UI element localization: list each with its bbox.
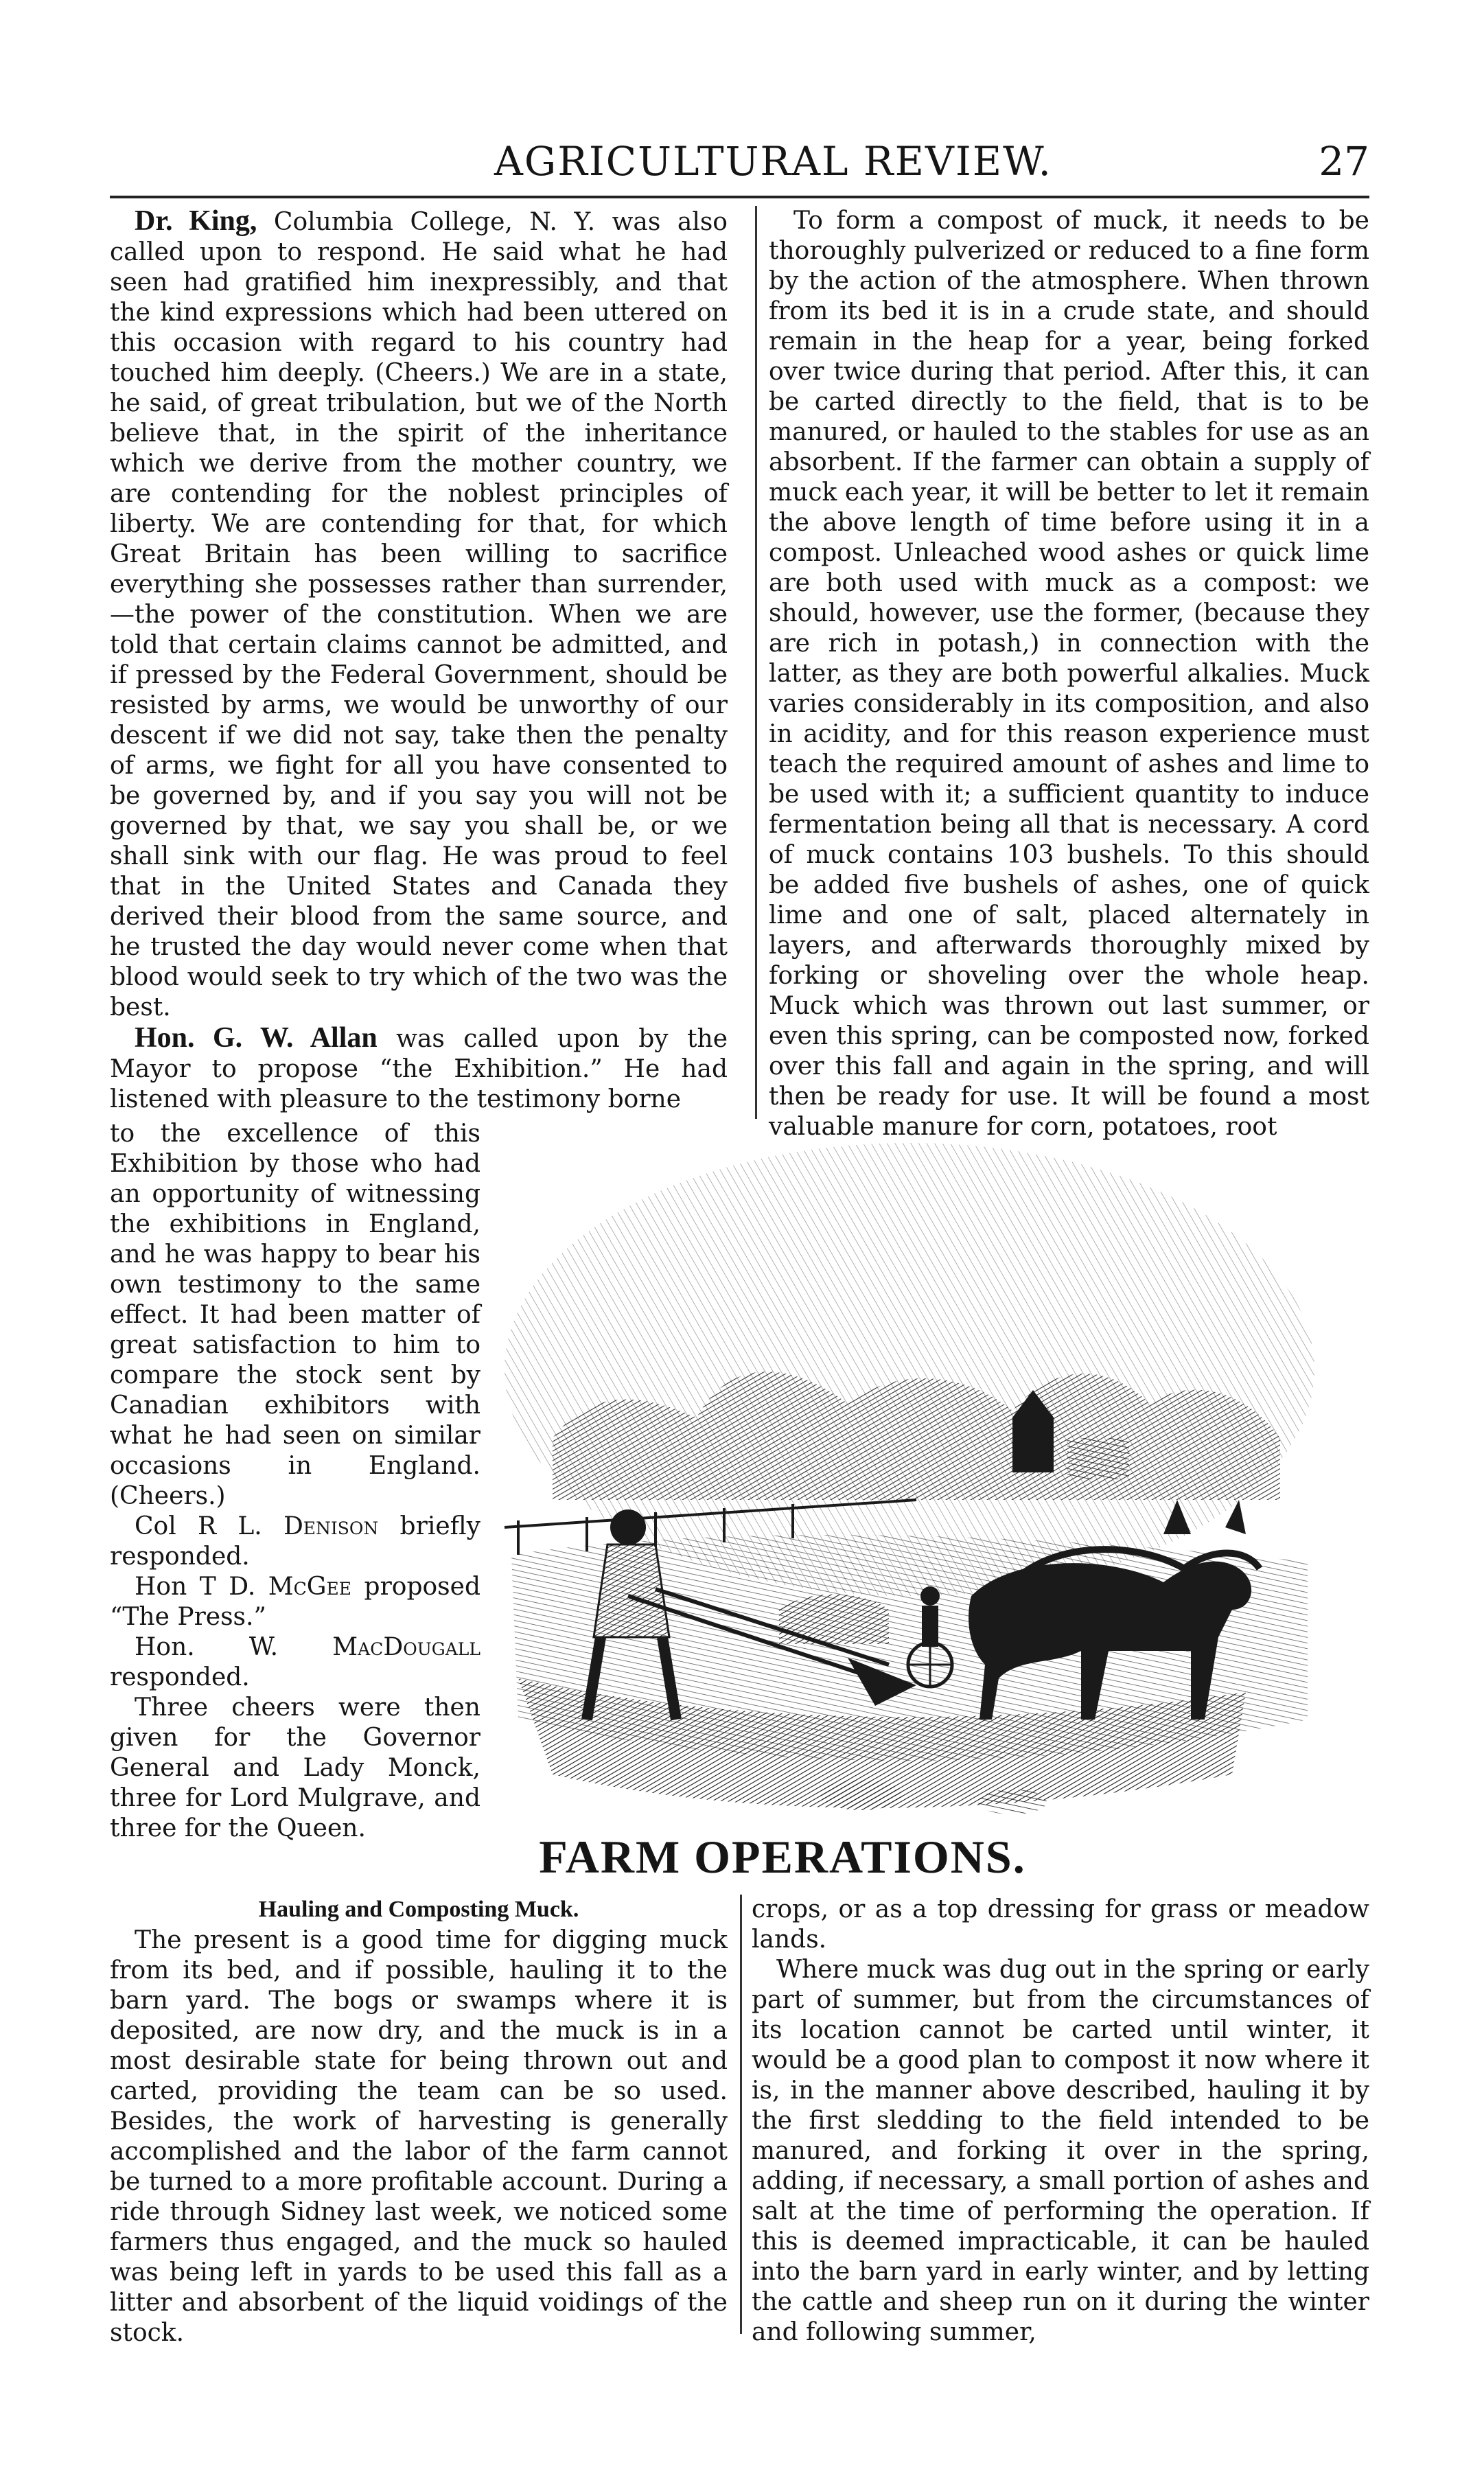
publication-title: AGRICULTURAL REVIEW. <box>494 138 1052 185</box>
paragraph-cheers: Three cheers were then given for the Governor General and Lady Monck, three for Lord Mulgrave, and three for the Queen. <box>110 1693 480 1842</box>
paragraph-hauling: The present is a good time for digging muck from its bed, and if possible, hauling it to the barn yard. The bogs or swamps where it is deposited, are now dry, and the muck is in a most desirable state for being thrown out and carted, providing the team can be so used. Besides, the work of harvesting is generally accomplished and the labor of the farm cannot be turned to a more profitable account. During a ride through Sidney last week, we noticed some farmers thus engaged, and the muck so hauled was being left in yards to be used this fall as a litter and absorbent of the liquid voidings of the stock. <box>110 1926 728 2347</box>
person-name: McGee <box>268 1573 352 1601</box>
farm-engraving-illustration <box>491 1115 1328 1836</box>
paragraph-allan <box>110 1023 728 1115</box>
bottom-left-column <box>110 1925 728 2348</box>
section-heading: FARM OPERATIONS. <box>539 1831 1026 1883</box>
left-column-upper <box>110 206 728 1115</box>
stone <box>978 1790 1047 1814</box>
paragraph-mcgee: Hon T D. McGee proposed “The Press.” <box>110 1573 480 1631</box>
stone <box>820 1780 903 1810</box>
paragraph-text: Columbia College, N. Y. was also called upon to respond. He said what he had seen had gratified him inexpressibly, and that the kind expressions which had been uttered on this occasion with regard to his country had touched him deeply. (Cheers.) We are in a state, he said, of great tribulation, but we of the North believe that, in the spirit of the inheritance which we derive from the mother country, we are contending for the noblest principles of liberty. We are contending for that, for which Great Britain has been willing to sacrifice everything she possesses rather than surrender,—the power of the constitution. When we are told that certain claims cannot be admitted, and if pressed by the Federal Government, should be resisted by arms, we would be unworthy of our descent if we did not say, take then the penalty of arms, we fight for all you have consented to be governed by, and if you say you will not be governed by that, we say you shall be, or we shall sink with our flag. He was proud to feel that in the United States and Canada they derived their blood from the same source, and he trusted the day would never come when that blood would seek to try which of the two was the best. <box>110 208 728 1021</box>
right-column-upper <box>769 206 1369 1142</box>
header-rule <box>110 196 1369 198</box>
farmhouse <box>1067 1438 1129 1479</box>
person-name: MacDougall <box>332 1633 480 1661</box>
person-name: Denison <box>283 1512 379 1540</box>
column-divider-upper <box>755 206 757 1119</box>
paragraph-text: was called upon by the Mayor to propose “the Exhibition.” He had listened with pleasure to the testimony borne <box>110 1025 728 1113</box>
left-column-narrow <box>110 1119 480 1844</box>
paragraph-spring-muck: Where muck was dug out in the spring or early part of summer, but from the circumstances of its location cannot be carted until winter, it would be a good plan to compost it now where it is, in the manner above described, hauling it by the first sledding to the field intended to be manured, and forking it over in the spring, adding, if necessary, a small portion of ashes and salt at the time of performing the operation. If this is deemed impracticable, it can be hauled into the barn yard in early winter, and by letting the cattle and sheep run on it during the winter and following summer, <box>752 1956 1369 2346</box>
speaker-name: Dr. King, <box>135 205 257 237</box>
paragraph-macdougall: Hon. W. MacDougall responded. <box>110 1633 480 1691</box>
page-number: 27 <box>1319 138 1369 185</box>
bottom-right-column <box>752 1895 1369 2348</box>
paragraph-compost: To form a compost of muck, it needs to be thoroughly pulverized or reduced to a fine form by the action of the atmosphere. When thrown from its bed it is in a crude state, and should remain in the heap for a year, being forked over twice during that period. After this, it can be carted directly to the field, that is to be manured, or hauled to the stables for use as an absorbent. If the farmer can obtain a supply of muck each year, it will be better to let it remain the above length of time before using it in a compost. Unleached wood ashes or quick lime are both used with muck as a compost: we should, however, use the former, (because they are rich in potash,) in connection with the latter, as they are both powerful alkalies. Muck varies considerably in its composition, and also in acidity, and for this reason experience must teach the required amount of ashes and lime to be used with it; a sufficient quantity to induce fermentation being all that is necessary. A cord of muck contains 103 bushels. To this should be added five bushels of ashes, one of quick lime and one of salt, placed alternately in layers, and afterwards thoroughly mixed by forking or shoveling over the whole heap. Muck which was thrown out last summer, or even this spring, can be composted now, forked over this fall and again in the spring, and will then be ready for use. It will be found a most valuable manure for corn, potatoes, root <box>769 207 1369 1141</box>
paragraph-denison: Col R L. Denison briefly responded. <box>110 1512 480 1571</box>
column-divider-lower <box>740 1895 742 2334</box>
speaker-name: Hon. G. W. Allan <box>135 1022 378 1054</box>
paragraph-allan-cont: to the excellence of this Exhibition by those who had an opportunity of witnessing the exhibitions in England, and he was happy to bear his own testimony to the same effect. It had been matter of great satisfaction to him to compare the stock sent by Canadian exhibitors with what he had seen on similar occasions in England. (Cheers.) <box>110 1120 480 1510</box>
article-heading: Hauling and Composting Muck. <box>258 1897 579 1922</box>
paragraph-crops-cont: crops, or as a top dressing for grass or meadow lands. <box>752 1895 1369 1954</box>
paragraph-dr-king <box>110 206 728 1023</box>
running-head <box>110 137 1369 185</box>
